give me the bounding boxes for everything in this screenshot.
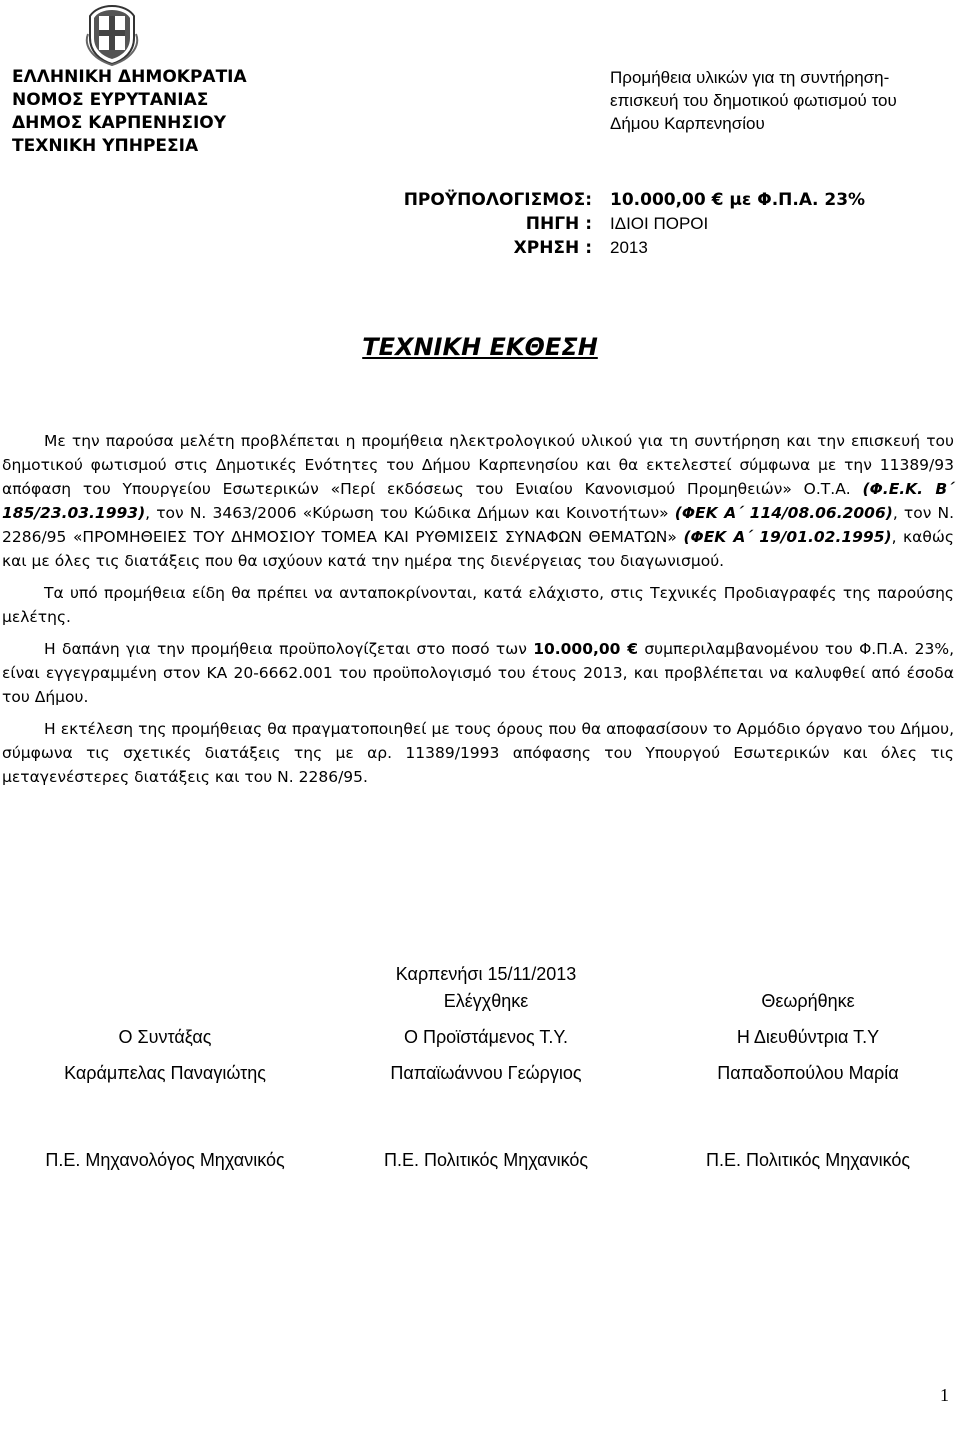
text-span: , τον Ν. 2286/95 «ΠΡΟΜΗΘΕΙΕΣ ΤΟΥ ΔΗΜΟΣΙΟΥ ΤΟΜΕΑ ΚΑΙ ΡΥΘΜΙΣΕΙΣ ΣΥΝΑΦΩΝ ΘΕΜΑΤΩΝ» xyxy=(2,504,955,546)
report-body xyxy=(2,429,954,797)
name-head: Παπαϊωάννου Γεώργιος xyxy=(390,1063,582,1083)
source-value: ΙΔΙΟΙ ΠΟΡΟΙ xyxy=(610,214,709,233)
title-director: Π.Ε. Πολιτικός Μηχανικός xyxy=(705,1150,911,1170)
budget-value: 10.000,00 € με Φ.Π.Α. 23% xyxy=(610,190,866,210)
approved-label: Θεωρήθηκε xyxy=(761,991,855,1011)
role-author: Ο Συντάξας xyxy=(118,1027,212,1047)
name-director: Παπαδοπούλου Μαρία xyxy=(717,1063,899,1083)
paragraph-execution: Η εκτέλεση της προμήθειας θα πραγματοποιηθεί με τους όρους που θα αποφασίσουν το Αρμόδιο όργανο του Δήμου, σύμφωνα τις σχετικές διατάξεις της με αρ. 11389/1993 απόφασης του Υπουργού Εσωτερικών και όλες τις μεταγενέστερες διατάξεις και του Ν. 2286/95. xyxy=(2,720,954,786)
issuer-line: ΝΟΜΟΣ ΕΥΡΥΤΑΝΙΑΣ xyxy=(12,90,209,110)
text-span: , τον Ν. 3463/2006 «Κύρωση του Κώδικα Δήμων και Κοινοτήτων» xyxy=(145,504,669,522)
paragraph-cost xyxy=(2,637,954,709)
gazette-ref: (Φ.Ε.Κ. Β΄ 185/23.03.1993) xyxy=(2,480,955,522)
budget-label: ΠΡΟΫΠΟΛΟΓΙΣΜΟΣ: xyxy=(403,190,592,210)
year-label: ΧΡΗΣΗ : xyxy=(513,238,592,258)
text-span: Με την παρούσα μελέτη προβλέπεται η προμήθεια ηλεκτρολογικού υλικού για τη συντήρηση και την επισκευή του δημοτικού φωτισμού στις Δημοτικές Ενότητες του Δήμου Καρπενησίου και θα εκτελεστεί σύμφωνα με την 11389/93 απόφαση του Υπουργείου Εσωτερικών «Περί εκδόσεως του Ενιαίου Κανονισμού Προμηθειών» Ο.Τ.Α. xyxy=(2,432,954,498)
paragraph-legal-basis xyxy=(2,429,954,573)
document-title: ΤΕΧΝΙΚΗ ΕΚΘΕΣΗ xyxy=(362,333,598,361)
issuer-line: ΕΛΛΗΝΙΚΗ ΔΗΜΟΚΡΑΤΙΑ xyxy=(12,67,247,87)
paragraph-specifications: Τα υπό προμήθεια είδη θα πρέπει να ανταποκρίνονται, κατά ελάχιστο, στις Τεχνικές Προδιαγραφές της παρούσης μελέτης. xyxy=(2,584,954,626)
title-author: Π.Ε. Μηχανολόγος Μηχανικός xyxy=(45,1150,285,1170)
text-span: Η δαπάνη για την προμήθεια προϋπολογίζεται στο ποσό των xyxy=(44,640,527,658)
issuer-line: ΤΕΧΝΙΚΗ ΥΠΗΡΕΣΙΑ xyxy=(12,136,199,156)
subject-block xyxy=(610,66,897,135)
role-head: Ο Προϊστάμενος Τ.Υ. xyxy=(403,1027,569,1047)
coat-of-arms-emblem xyxy=(84,4,140,66)
place-date: Καρπενήσι 15/11/2013 xyxy=(395,964,577,984)
amount: 10.000,00 € xyxy=(533,640,639,658)
subject-line: Προμήθεια υλικών για τη συντήρηση- xyxy=(610,68,890,87)
page-number: 1 xyxy=(940,1385,949,1405)
issuer-line: ΔΗΜΟΣ ΚΑΡΠΕΝΗΣΙΟΥ xyxy=(12,113,227,133)
subject-line: επισκευή του δημοτικού φωτισμού του xyxy=(610,91,897,110)
gazette-ref: (ΦΕΚ Α΄ 19/01.02.1995) xyxy=(683,528,892,546)
gazette-ref: (ΦΕΚ Α΄ 114/08.06.2006) xyxy=(674,504,893,522)
name-author: Καράμπελας Παναγιώτης xyxy=(64,1063,266,1083)
title-head: Π.Ε. Πολιτικός Μηχανικός xyxy=(383,1150,589,1170)
text-span: συμπεριλαμβανομένου του Φ.Π.Α. 23%, είναι εγγεγραμμένη στον ΚΑ 20-6662.001 του προϋπολογισμό του έτους 2013, και προβλέπεται να καλυφθεί από έσοδα του Δήμου. xyxy=(2,640,955,706)
issuer-block xyxy=(12,66,247,158)
source-label: ΠΗΓΗ : xyxy=(525,214,592,234)
role-director: Η Διευθύντρια Τ.Υ xyxy=(736,1027,880,1047)
checked-label: Ελέγχθηκε xyxy=(443,991,529,1011)
budget-block xyxy=(0,188,960,260)
year-value: 2013 xyxy=(610,238,648,257)
subject-line: Δήμου Καρπενησίου xyxy=(610,114,765,133)
text-span: , καθώς και με όλες τις διατάξεις που θα ισχύουν κατά την ημέρα της διενέργειας του διαγωνισμού. xyxy=(2,528,954,570)
